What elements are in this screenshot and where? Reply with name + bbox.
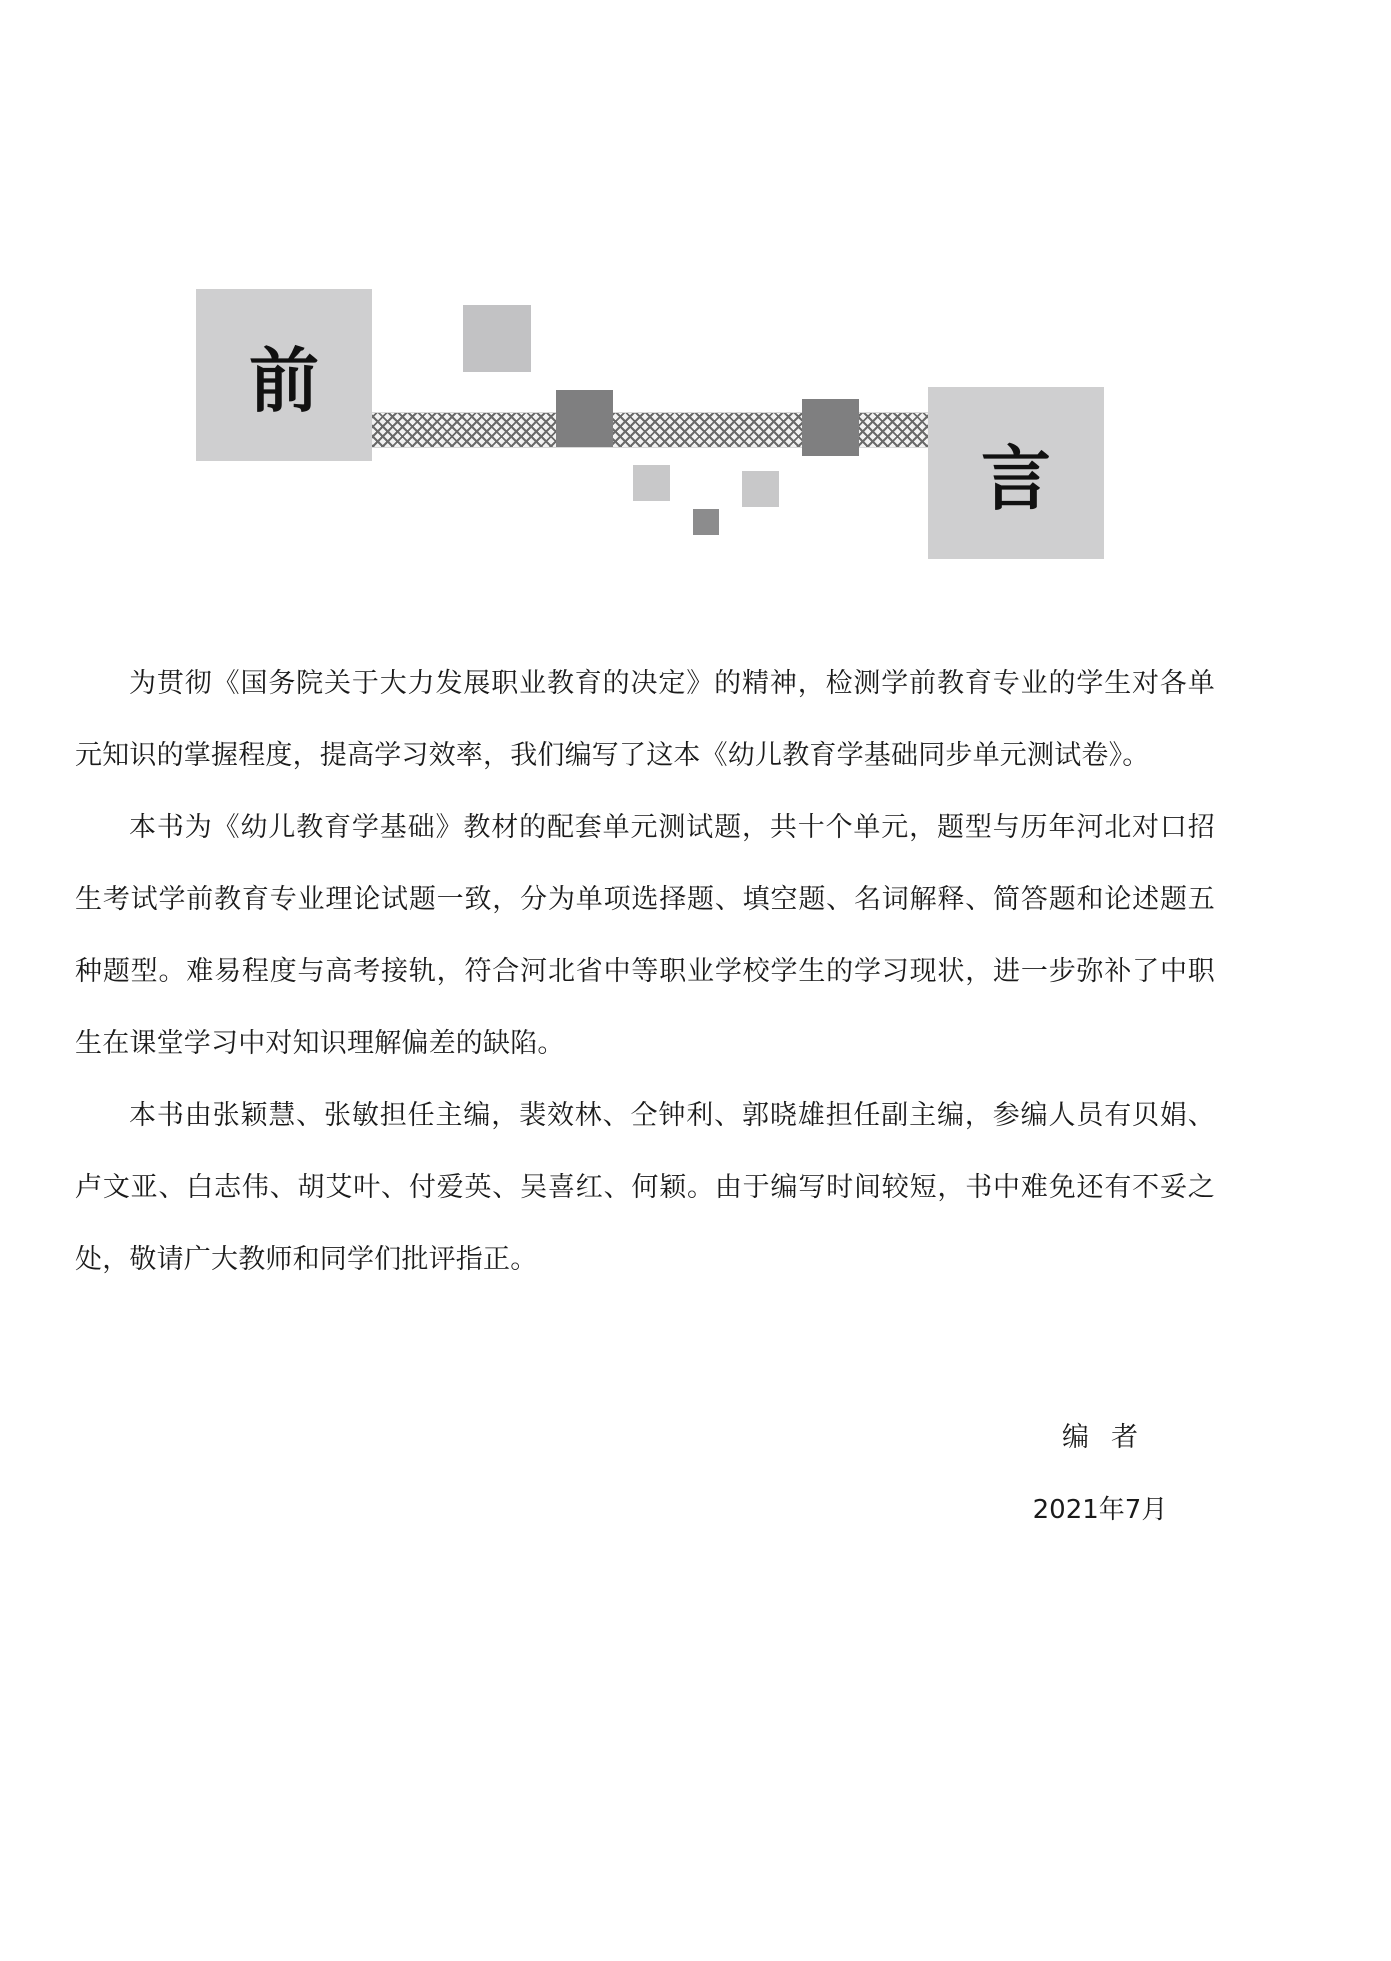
heading-char-left: 前 <box>196 289 372 461</box>
signature-block <box>1000 1402 1200 1546</box>
date-text: 2021年7月 <box>1032 1495 1168 1525</box>
decorative-square <box>742 471 779 507</box>
decorative-square <box>802 399 859 456</box>
preface-body <box>75 648 1215 1296</box>
heading-char-right: 言 <box>928 387 1104 559</box>
decorative-square <box>633 465 670 501</box>
decorative-square <box>463 305 531 372</box>
decorative-square <box>693 509 719 535</box>
editor-label: 编者 <box>1062 1422 1160 1453</box>
paragraph: 本书由张颖慧、张敏担任主编，裴效林、仝钟利、郭晓雄担任副主编，参编人员有贝娟、卢文亚、白志伟、胡艾叶、付爱英、吴喜红、何颖。由于编写时间较短，书中难免还有不妥之处，敬请广大教师和同学们批评指正。 <box>75 1100 1215 1275</box>
paragraph: 本书为《幼儿教育学基础》教材的配套单元测试题，共十个单元，题型与历年河北对口招生考试学前教育专业理论试题一致，分为单项选择题、填空题、名词解释、简答题和论述题五种题型。难易程度与高考接轨，符合河北省中等职业学校学生的学习现状，进一步弥补了中职生在课堂学习中对知识理解偏差的缺陷。 <box>75 812 1215 1059</box>
paragraph: 为贯彻《国务院关于大力发展职业教育的决定》的精神，检测学前教育专业的学生对各单元知识的掌握程度，提高学习效率，我们编写了这本《幼儿教育学基础同步单元测试卷》。 <box>75 668 1215 771</box>
decorative-square <box>556 390 613 447</box>
